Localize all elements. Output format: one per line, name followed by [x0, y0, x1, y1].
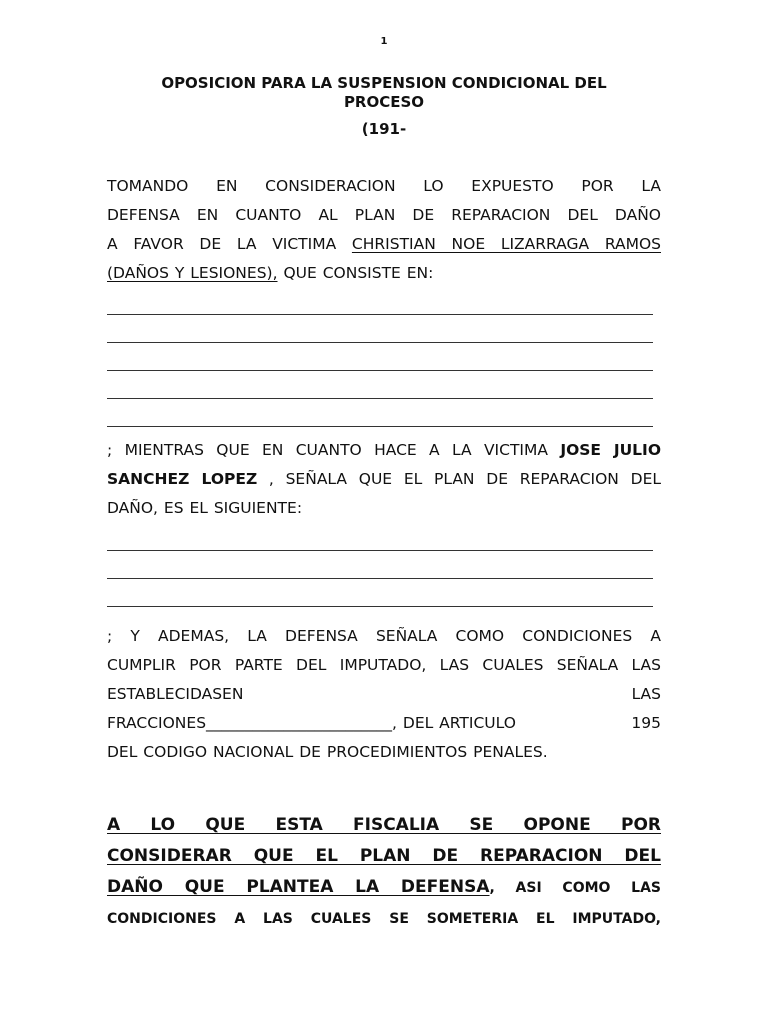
blank-line — [107, 342, 653, 343]
para4-line-4: CONDICIONES A LAS CUALES SE SOMETERIA EL IMPUTADO, — [107, 911, 661, 927]
blank-line — [107, 426, 653, 427]
para3-line-1: ; Y ADEMAS, LA DEFENSA SEÑALA COMO CONDICIONES A — [107, 627, 661, 645]
blank-line — [107, 578, 653, 579]
para1-line-2: DEFENSA EN CUANTO AL PLAN DE REPARACION DEL DAÑO — [107, 206, 661, 224]
paragraph-second-victim — [107, 436, 661, 523]
paragraph-opposition — [107, 810, 661, 935]
para4-line-1: A LO QUE ESTA FISCALIA SE OPONE POR — [107, 815, 661, 835]
title-line-1: OPOSICION PARA LA SUSPENSION CONDICIONAL DEL — [161, 74, 607, 92]
victim1-detail: (DAÑOS Y LESIONES), — [107, 264, 278, 282]
para1-line-3-prefix: A FAVOR DE LA VICTIMA — [107, 235, 352, 253]
document-title — [120, 74, 648, 112]
blank-line — [107, 550, 653, 551]
victim2-name-a: JOSE JULIO — [560, 441, 661, 459]
blank-line — [107, 370, 653, 371]
para3-line-2: CUMPLIR POR PARTE DEL IMPUTADO, LAS CUALES SEÑALA LAS — [107, 656, 661, 674]
victim2-name-b: SANCHEZ LOPEZ — [107, 470, 258, 488]
para3-line-4-right: 195 — [631, 714, 661, 732]
para4-line-2: CONSIDERAR QUE EL PLAN DE REPARACION DEL — [107, 846, 661, 866]
blank-line — [107, 606, 653, 607]
para2-line-3: DAÑO, ES EL SIGUIENTE: — [107, 499, 303, 517]
blank-line — [107, 398, 653, 399]
para1-line-3 — [107, 230, 661, 259]
para4-line-3 — [107, 872, 661, 904]
para3-line-3-left: ESTABLECIDASEN — [107, 685, 244, 703]
para3-line-4 — [107, 709, 661, 738]
para2-line-2-suffix: , SEÑALA QUE EL PLAN DE REPARACION DEL — [257, 470, 661, 488]
para1-line-4-suffix: QUE CONSISTE EN: — [277, 264, 434, 282]
para1-line-4 — [107, 259, 661, 288]
para3-line-3-right: LAS — [631, 685, 661, 703]
blank-line — [107, 314, 653, 315]
victim1-name: CHRISTIAN NOE LIZARRAGA RAMOS — [351, 235, 661, 253]
paragraph-defense-plan — [107, 172, 661, 288]
para2-line-2 — [107, 465, 661, 494]
para3-line-5: DEL CODIGO NACIONAL DE PROCEDIMIENTOS PENALES. — [107, 743, 548, 761]
para2-prefix: ; MIENTRAS QUE EN CUANTO HACE A LA VICTIMA — [107, 441, 561, 459]
para3-line-3 — [107, 680, 661, 709]
page-number: 1 — [380, 36, 388, 47]
paragraph-conditions — [107, 622, 661, 767]
para3-line-4-left: FRACCIONES________________________, DEL ARTICULO — [107, 714, 516, 732]
para1-line-1: TOMANDO EN CONSIDERACION LO EXPUESTO POR LA — [107, 177, 661, 195]
para4-line-3-rest: , ASI COMO LAS — [489, 880, 661, 896]
para4-line-3-underlined: DAÑO QUE PLANTEA LA DEFENSA — [107, 877, 490, 897]
case-number: (191- — [361, 120, 407, 138]
title-line-2: PROCESO — [343, 93, 425, 111]
para2-line-1 — [107, 436, 661, 465]
